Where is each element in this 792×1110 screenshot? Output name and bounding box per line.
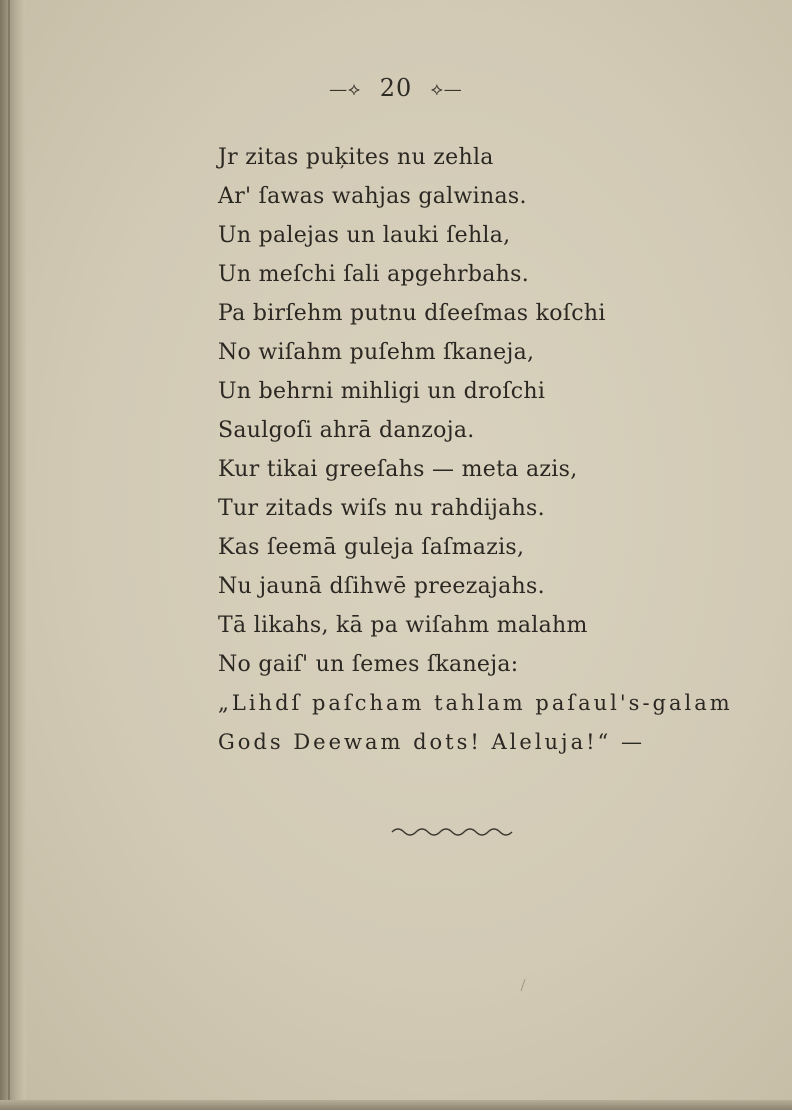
header-ornament-right: ⟡— <box>430 79 463 100</box>
poem-line: Un palejas un lauki ſehla, <box>218 223 511 248</box>
poem-line-spaced: Gods Deewam dots! Aleluja!“ — <box>218 730 645 754</box>
page-bottom-edge <box>0 1100 792 1110</box>
poem-line: Un meſchi ſali apgehrbahs. <box>218 262 530 287</box>
poem-line: Un behrni mihligi un droſchi <box>218 379 546 404</box>
header-ornament-left: —⟡ <box>329 79 362 100</box>
wave-ornament <box>390 824 520 838</box>
poem <box>218 138 778 762</box>
poem-line: No wiſahm puſehm ſkaneja, <box>218 340 535 365</box>
page-header <box>0 74 792 102</box>
poem-line: No gaiſ' un ſemes ſkaneja: <box>218 652 519 677</box>
page-binding-shadow <box>0 0 26 1110</box>
poem-line: Tur zitads wiſs nu rahdijahs. <box>218 496 545 521</box>
binding-line <box>8 0 10 1110</box>
page-number: 20 <box>379 74 413 102</box>
poem-line: Tā likahs, kā pa wiſahm malahm <box>218 613 588 638</box>
poem-line: Ar' ſawas wahjas galwinas. <box>218 184 527 209</box>
poem-line-spaced: „Lihdſ paſcham tahlam paſaul's-galam <box>218 691 733 715</box>
poem-line: Pa birſehm putnu dſeeſmas koſchi <box>218 301 606 326</box>
poem-line: Nu jaunā dſihwē preezajahs. <box>218 574 545 599</box>
poem-line: Kas ſeemā guleja ſaſmazis, <box>218 535 525 560</box>
poem-line: Jr zitas puķites nu zehla <box>218 145 494 170</box>
poem-line: Kur tikai greeſahs — meta azis, <box>218 457 578 482</box>
poem-line: Saulgoſi ahrā danzoja. <box>218 418 475 443</box>
faint-pencil-mark <box>520 978 526 992</box>
